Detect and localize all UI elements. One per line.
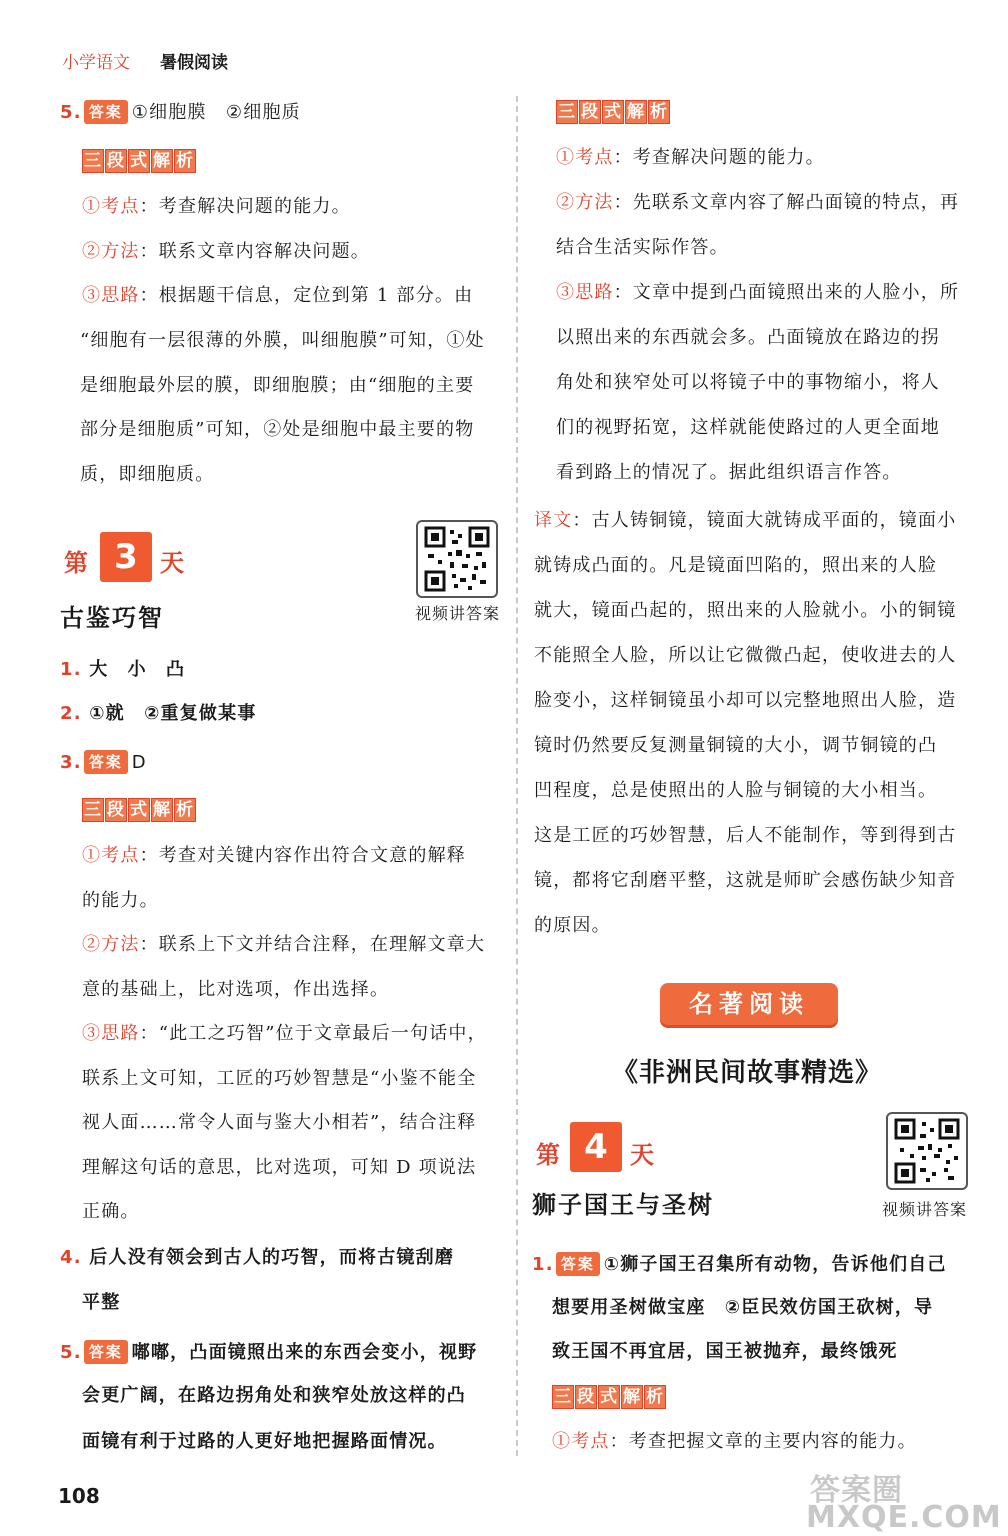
- day3-number-badge: 3: [100, 532, 152, 582]
- analysis-line: 视人面……常令人面与鉴大小相若”，结合注释: [82, 1112, 477, 1133]
- qr-pattern-icon: [888, 1114, 966, 1188]
- analysis-tag: 三 段 式 解 析: [84, 151, 194, 171]
- day4-title: 狮子国王与圣树: [532, 1190, 714, 1219]
- right-a1-kaodian: ①考点：考查把握文章的主要内容的能力。: [552, 1431, 917, 1452]
- translation-line: 就大，镜面凸起的，照出来的人脸就小。小的铜镜: [534, 600, 957, 621]
- analysis-line: 结合生活实际作答。: [556, 237, 729, 258]
- left-q5: 5. 答案 嘟嘟，凸面镜照出来的东西会变小，视野: [60, 1342, 478, 1363]
- right-q1: 1. 答案 ①狮子国王召集所有动物，告诉他们自己: [532, 1254, 947, 1275]
- qr-caption: 视频讲答案: [882, 1200, 968, 1219]
- translation-line: 的原因。: [534, 915, 611, 936]
- left-q4-line2: 平整: [82, 1292, 121, 1313]
- analysis-line: 质，即细胞质。: [80, 463, 215, 485]
- analysis-line: 正确。: [82, 1201, 140, 1222]
- qr-code-icon[interactable]: [886, 1112, 968, 1190]
- analysis-line: ②方法：先联系文章内容了解凸面镜的特点，再: [556, 192, 960, 213]
- qr-caption: 视频讲答案: [415, 604, 501, 623]
- day4-post: 天: [630, 1141, 654, 1169]
- analysis-tag: 三 段 式 解 析: [558, 102, 668, 122]
- analysis-line: ③思路：文章中提到凸面镜照出来的人脸小，所: [556, 282, 960, 303]
- section-banner: 名著阅读: [660, 983, 838, 1025]
- answer-tag: 答案: [84, 100, 128, 124]
- day3-post: 天: [160, 549, 184, 577]
- column-divider: [516, 96, 518, 1456]
- analysis-line: 理解这句话的意思，比对选项，可知 D 项说法: [82, 1156, 477, 1178]
- analysis-line: 是细胞最外层的膜，即细胞膜；由“细胞的主要: [80, 374, 475, 396]
- day3-pre: 第: [64, 549, 88, 577]
- translation-line: 这是工匠的巧妙智慧，后人不能制作，等到得到古: [534, 825, 957, 846]
- translation-line: 就铸成凸面的。凡是镜面凹陷的，照出来的人脸: [534, 555, 938, 576]
- translation-line: 脸变小，这样铜镜虽小却可以完整地照出人脸，造: [534, 690, 957, 711]
- analysis-line: 角处和狭窄处可以将镜子中的事物缩小，将人: [556, 372, 940, 393]
- day4-number-badge: 4: [570, 1122, 622, 1172]
- analysis-line: 看到路上的情况了。据此组织语言作答。: [556, 462, 902, 483]
- analysis-line: ②方法：联系上下文并结合注释，在理解文章大: [82, 934, 486, 955]
- analysis-line: ②方法：联系文章内容解决问题。: [82, 240, 371, 262]
- answer-tag: 答案: [84, 750, 128, 774]
- right-q1-line3: 致王国不再宜居，国王被抛弃，最终饿死: [552, 1341, 898, 1362]
- answer-tag: 答案: [556, 1252, 600, 1276]
- analysis-line: ③思路：“此工之巧智”位于文章最后一句话中，: [82, 1023, 487, 1044]
- left-q5-top-answer: 5. 答案 ①细胞膜 ②细胞质: [60, 102, 301, 123]
- analysis-line: ③思路：根据题干信息，定位到第 1 部分。由: [82, 285, 474, 306]
- translation-line: 凹程度，总是使照出的人脸与铜镜的大小相当。: [534, 780, 938, 801]
- translation-line: 镜时仍然要反复测量铜镜的大小，调节铜镜的凸: [534, 735, 938, 756]
- analysis-line: ①考点：考查对关键内容作出符合文意的解释: [82, 845, 467, 866]
- qr-code-icon[interactable]: [416, 520, 498, 598]
- qr-pattern-icon: [418, 522, 496, 596]
- analysis-line: 的能力。: [82, 889, 159, 911]
- analysis-line: 联系上文可知，工匠的巧妙智慧是“小鉴不能全: [82, 1067, 477, 1089]
- right-q1-line2: 想要用圣树做宝座 ②臣民效仿国王砍树，导: [552, 1297, 934, 1318]
- answer-tag: 答案: [84, 1340, 128, 1364]
- watermark-text: 答案圈: [810, 1473, 903, 1508]
- book-title: 《非洲民间故事精选》: [612, 1058, 883, 1088]
- analysis-line: 们的视野拓宽，这样就能使路过的人更全面地: [556, 417, 940, 438]
- left-q4: 4. 后人没有领会到古人的巧智，而将古镜刮磨: [60, 1247, 455, 1268]
- left-item-2: 2. ①就 ②重复做某事: [60, 703, 257, 724]
- analysis-line: “细胞有一层很薄的外膜，叫细胞膜”可知，①处: [80, 330, 485, 351]
- translation-line: 译文：古人铸铜镜，镜面大就铸成平面的，镜面小: [534, 510, 957, 531]
- analysis-tag: 三 段 式 解 析: [84, 800, 194, 820]
- translation-line: 不能照全人脸，所以让它微微凸起，使收进去的人: [534, 645, 957, 666]
- analysis-line: ①考点：考查解决问题的能力。: [556, 147, 825, 168]
- page-number: 108: [58, 1484, 100, 1508]
- analysis-tag: 三 段 式 解 析: [554, 1387, 664, 1407]
- day4-pre: 第: [536, 1141, 560, 1169]
- analysis-line: 意的基础上，比对选项，作出选择。: [82, 978, 390, 1000]
- translation-line: 镜，都将它刮磨平整，这就是师旷会感伤缺少知音: [534, 870, 957, 891]
- day3-title: 古鉴巧智: [60, 603, 164, 632]
- left-q5-line3: 面镜有利于过路的人更好地把握路面情况。: [82, 1431, 447, 1452]
- analysis-line: 以照出来的东西就会多。凸面镜放在路边的拐: [556, 327, 940, 348]
- analysis-line: 部分是细胞质”可知，②处是细胞中最主要的物: [80, 419, 475, 440]
- watermark-url: MXQE.COM: [806, 1500, 1002, 1535]
- header-subject: 小学语文: [62, 53, 130, 73]
- left-q3-answer: 3. 答案 D: [60, 752, 147, 773]
- analysis-line: ①考点：考查解决问题的能力。: [82, 196, 351, 217]
- left-item-1: 1. 大 小 凸: [60, 659, 186, 680]
- left-q5-line2: 会更广阔，在路边拐角处和狭窄处放这样的凸: [82, 1385, 466, 1406]
- header-book: 暑假阅读: [160, 53, 228, 73]
